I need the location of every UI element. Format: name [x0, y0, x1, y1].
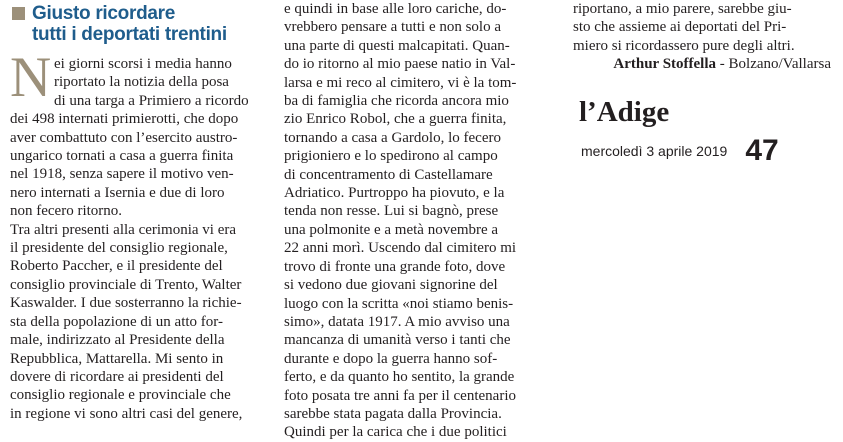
article-line: ferto, e da quanto ho sentito, la grande — [284, 369, 515, 386]
article-line: riportano, a mio parere, sarebbe giu- — [573, 1, 792, 17]
article-line: zio Enrico Robol, che a guerra finita, — [284, 111, 507, 128]
article-line: non fecero ritorno. — [10, 203, 123, 220]
article-line: ba di famiglia che ricorda ancora mio — [284, 93, 509, 110]
article-line: do io ritorno al mio paese natio in Val- — [284, 56, 516, 73]
author-signature — [573, 55, 835, 73]
drop-cap: N — [10, 46, 52, 109]
article-line: Kaswalder. I due sosterranno la richie- — [10, 295, 242, 312]
headline-line-2: tutti i deportati trentini — [32, 24, 227, 45]
article-line: in regione vi sono altri casi del genere, — [10, 405, 243, 422]
article-line: il presidente del consiglio regionale, — [10, 240, 228, 257]
article-line: di una targa a Primiero a ricordo — [54, 92, 249, 109]
article-line: Adriatico. Purtroppo ha piovuto, e la — [284, 185, 505, 202]
headline-line-1: Giusto ricordare — [32, 3, 176, 24]
issue-date: mercoledì 3 aprile 2019 — [581, 143, 728, 159]
article-line: si vedono due giovani signorine del — [284, 277, 498, 294]
article-line: vrebbero pensare a tutti e non solo a — [284, 19, 502, 36]
article-line: Quindi per la carica che i due politici — [284, 424, 507, 441]
article-line: ungarico tornati a casa a guerra finita — [10, 148, 234, 165]
article-line: sarebbe stata pagata dalla Provincia. — [284, 405, 502, 422]
article-line: larsa e mi reco al cimitero, vi è la tom- — [284, 74, 517, 91]
article-line: Roberto Paccher, e il presidente del — [10, 258, 223, 275]
article-line: durante e dopo la guerra hanno sof- — [284, 350, 498, 367]
article-line: trovo di fronte una grande foto, dove — [284, 258, 506, 275]
column-1-body — [10, 46, 268, 423]
author-name: Arthur Stoffella — [613, 56, 717, 73]
article-line: miero si ricordassero pure degli altri. — [573, 37, 795, 54]
article-line: e quindi in base alle loro cariche, do- — [284, 1, 507, 17]
article-line: tenda non resse. Lui si bagnò, prese — [284, 203, 499, 220]
author-location: - Bolzano/Vallarsa — [716, 56, 831, 73]
article-line: una parte di questi malcapitati. Quan- — [284, 37, 510, 54]
headline-square-icon — [12, 7, 25, 20]
article-column-1 — [10, 0, 268, 423]
article-line: sta della popolazione di un atto for- — [10, 313, 223, 330]
article-line: nero internati a Isernia e due di loro — [10, 184, 225, 201]
article-line: una polmonite e a metà novembre a — [284, 221, 499, 238]
article-column-2 — [284, 0, 554, 442]
article-line: consiglio regionale e provinciale che — [10, 387, 231, 404]
article-column-3 — [573, 0, 835, 74]
article-headline — [10, 3, 268, 45]
article-line: Repubblica, Mattarella. Mi sento in — [10, 350, 224, 367]
article-line: di concentramento di Castellamare — [284, 166, 493, 183]
article-line: nel 1918, senza sapere il motivo ven- — [10, 166, 234, 183]
column-2-body — [284, 0, 554, 442]
article-line: dovere di ricordare ai presidenti del — [10, 368, 224, 385]
newspaper-masthead: l’Adige — [579, 96, 670, 128]
article-line: sto che assieme ai deportati del Pri- — [573, 19, 787, 36]
dateline — [581, 134, 779, 168]
article-line: prigioniero e lo spedirono al campo — [284, 148, 498, 165]
article-line: male, indirizzato al Presidente della — [10, 332, 225, 349]
article-line: dei 498 internati primierotti, che dopo — [10, 111, 239, 128]
article-line: consiglio provinciale di Trento, Walter — [10, 276, 242, 293]
article-line: ei giorni scorsi i media hanno — [54, 56, 232, 72]
article-line: simo», datata 1917. A mio avviso una — [284, 313, 510, 330]
column-3-body — [573, 0, 835, 55]
article-line: luogo con la scritta «noi stiamo benis- — [284, 295, 514, 312]
article-line: tornando a casa a Gardolo, lo fecero — [284, 129, 501, 146]
article-line: 22 anni morì. Uscendo dal cimitero mi — [284, 240, 517, 257]
article-line: foto posata tre anni fa per il centenario — [284, 387, 516, 404]
article-line: Tra altri presenti alla cerimonia vi era — [10, 221, 237, 238]
article-line: mancanza di umanità verso i tanti che — [284, 332, 511, 349]
article-line: aver combattuto con l’esercito austro- — [10, 129, 238, 146]
article-line: riportato la notizia della posa — [54, 74, 229, 91]
page-number: 47 — [745, 134, 779, 167]
